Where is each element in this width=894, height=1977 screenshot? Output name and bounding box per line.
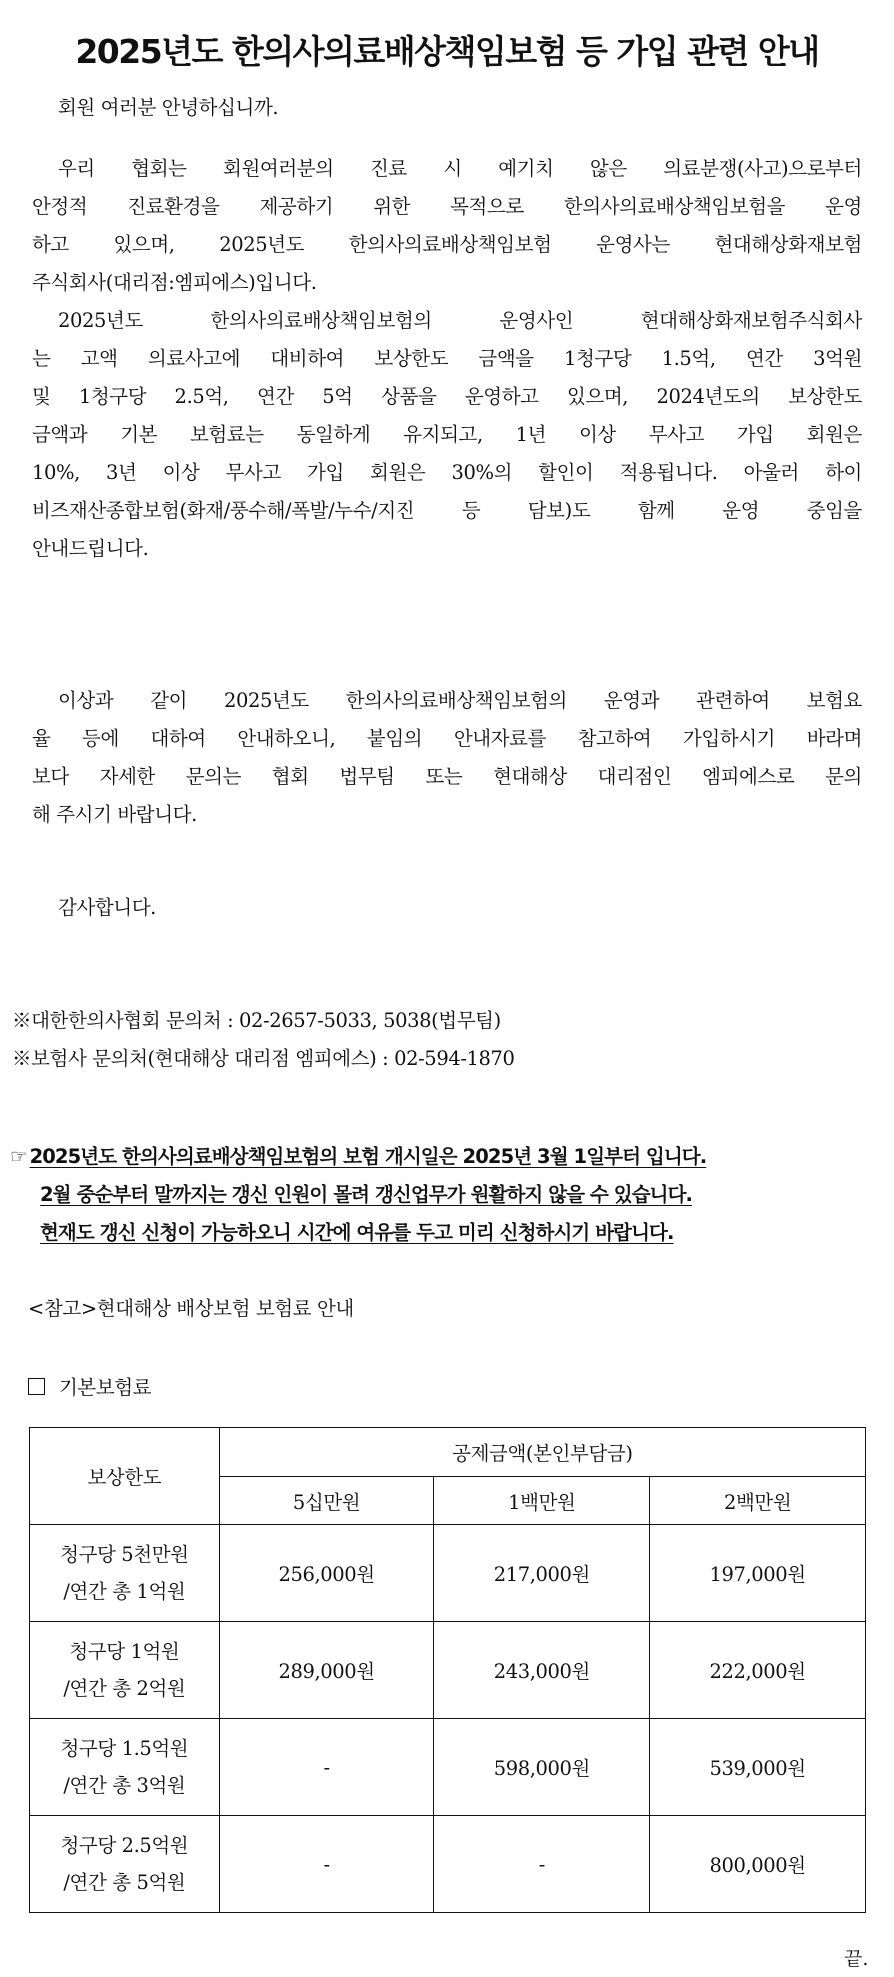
notice-line: 2월 중순부터 말까지는 갱신 인원이 몰려 갱신업무가 원활하지 않을 수 있습니다. xyxy=(40,1183,693,1206)
row-limit: 청구당 1억원 /연간 총 2억원 xyxy=(30,1622,220,1719)
table-row xyxy=(30,1525,866,1622)
end-mark: 끝. xyxy=(844,1948,869,1970)
table-row xyxy=(30,1816,866,1913)
pointing-hand-icon: ☞ xyxy=(10,1145,27,1168)
table-cell: 217,000원 xyxy=(434,1525,650,1622)
notice-box xyxy=(10,1138,846,1252)
paragraph-line: 우리 협회는 회원여러분의 진료 시 예기치 않은 의료분쟁(사고)으로부터 xyxy=(58,157,862,180)
paragraph-line: 이상과 같이 2025년도 한의사의료배상책임보험의 운영과 관련하여 보험요 xyxy=(58,689,862,712)
paragraph-line: 2025년도 한의사의료배상책임보험의 운영사인 현대해상화재보험주식회사 xyxy=(58,309,862,332)
table-cell: - xyxy=(219,1719,434,1816)
paragraph-2 xyxy=(32,302,862,568)
table-row xyxy=(30,1622,866,1719)
paragraph-1 xyxy=(32,150,862,302)
paragraph-line: 하고 있으며, 2025년도 한의사의료배상책임보험 운영사는 현대해상화재보험 xyxy=(32,233,862,256)
table-cell: 598,000원 xyxy=(434,1719,650,1816)
reference-title: <참고>현대해상 배상보험 보험료 안내 xyxy=(28,1297,354,1320)
header-col-1: 5십만원 xyxy=(219,1477,434,1525)
paragraph-line: 금액과 기본 보험료는 동일하게 유지되고, 1년 이상 무사고 가입 회원은 xyxy=(32,423,862,446)
premium-table xyxy=(29,1427,866,1913)
table-cell: 539,000원 xyxy=(650,1719,866,1816)
paragraph-3 xyxy=(32,682,862,834)
greeting: 회원 여러분 안녕하십니까. xyxy=(58,96,279,119)
document-title: 2025년도 한의사의료배상책임보험 등 가입 관련 안내 xyxy=(75,32,819,71)
table-cell: 256,000원 xyxy=(219,1525,434,1622)
table-cell: 800,000원 xyxy=(650,1816,866,1913)
table-cell: - xyxy=(434,1816,650,1913)
row-limit: 청구당 5천만원 /연간 총 1억원 xyxy=(30,1525,220,1622)
table-cell: 289,000원 xyxy=(219,1622,434,1719)
paragraph-line: 안정적 진료환경을 제공하기 위한 목적으로 한의사의료배상책임보험을 운영 xyxy=(32,195,862,218)
table-cell: 222,000원 xyxy=(650,1622,866,1719)
row-limit: 청구당 2.5억원 /연간 총 5억원 xyxy=(30,1816,220,1913)
contact-insurer: ※보험사 문의처(현대해상 대리점 엠피에스) : 02-594-1870 xyxy=(12,1047,515,1070)
paragraph-line: 해 주시기 바랍니다. xyxy=(32,803,197,826)
table-header-row xyxy=(30,1428,866,1477)
header-coverage-limit: 보상한도 xyxy=(30,1428,220,1525)
paragraph-line: 율 등에 대하여 안내하오니, 붙임의 안내자료를 참고하여 가입하시기 바라며 xyxy=(32,727,862,750)
paragraph-line: 안내드립니다. xyxy=(32,537,149,560)
paragraph-line: 주식회사(대리점:엠피에스)입니다. xyxy=(32,271,317,294)
notice-line: 현재도 갱신 신청이 가능하오니 시간에 여유를 두고 미리 신청하시기 바랍니다. xyxy=(40,1221,674,1244)
table-cell: 243,000원 xyxy=(434,1622,650,1719)
header-deductible: 공제금액(본인부담금) xyxy=(219,1428,865,1477)
header-col-2: 1백만원 xyxy=(434,1477,650,1525)
closing: 감사합니다. xyxy=(58,896,156,919)
paragraph-line: 는 고액 의료사고에 대비하여 보상한도 금액을 1청구당 1.5억, 연간 3억원 xyxy=(32,347,862,370)
table-row xyxy=(30,1719,866,1816)
contact-association: ※대한한의사협회 문의처 : 02-2657-5033, 5038(법무팀) xyxy=(12,1009,501,1032)
paragraph-line: 보다 자세한 문의는 협회 법무팀 또는 현대해상 대리점인 엠피에스로 문의 xyxy=(32,765,862,788)
table-cell: - xyxy=(219,1816,434,1913)
notice-line: 2025년도 한의사의료배상책임보험의 보험 개시일은 2025년 3월 1일부터 입니다. xyxy=(29,1145,707,1168)
section-title-label: 기본보험료 xyxy=(59,1376,152,1399)
paragraph-line: 및 1청구당 2.5억, 연간 5억 상품을 운영하고 있으며, 2024년도의 보상한도 xyxy=(32,385,862,408)
section-title xyxy=(28,1372,151,1400)
paragraph-line: 10%, 3년 이상 무사고 가입 회원은 30%의 할인이 적용됩니다. 아울러 하이 xyxy=(32,461,862,484)
header-col-3: 2백만원 xyxy=(650,1477,866,1525)
checkbox-icon xyxy=(28,1378,45,1395)
row-limit: 청구당 1.5억원 /연간 총 3억원 xyxy=(30,1719,220,1816)
paragraph-line: 비즈재산종합보험(화재/풍수해/폭발/누수/지진 등 담보)도 함께 운영 중임을 xyxy=(32,499,862,522)
table-cell: 197,000원 xyxy=(650,1525,866,1622)
